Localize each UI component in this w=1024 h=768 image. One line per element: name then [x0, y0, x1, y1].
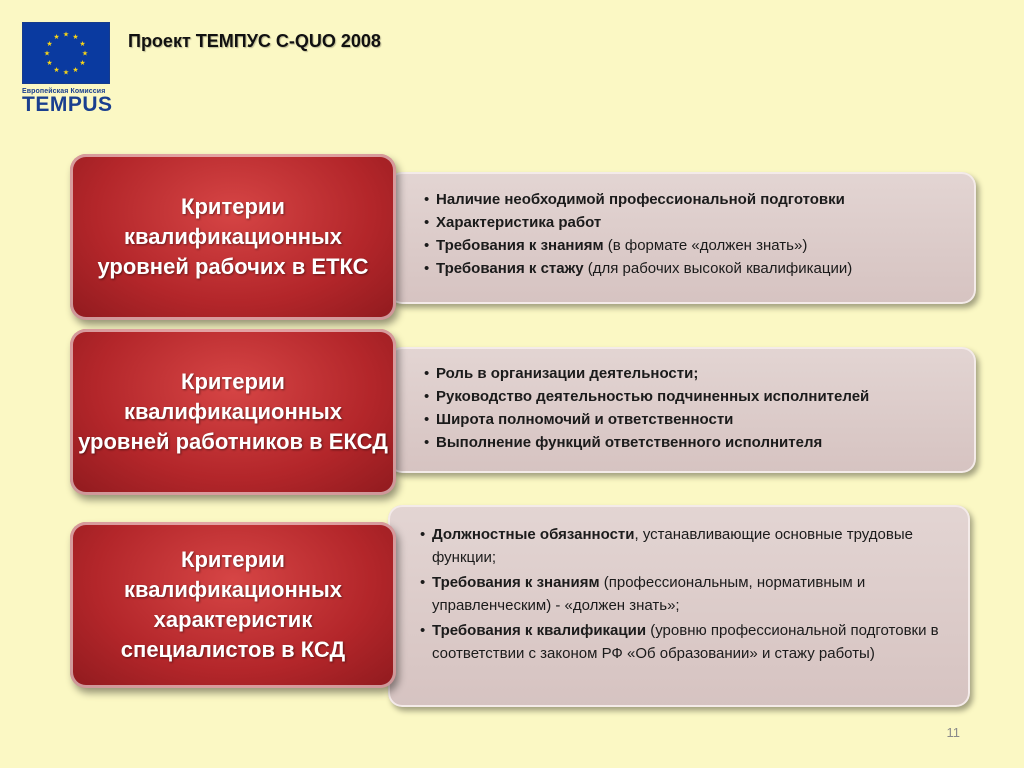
list-item: • Требования к стажу (для рабочих высокой квалификации): [424, 257, 964, 280]
list-item: • Требования к знаниям (профессиональным, нормативным и управленческим) - «должен знать»;: [420, 571, 950, 617]
logo-subtitle: Европейская Комиссия: [22, 88, 106, 95]
criteria-list-3: [420, 523, 950, 665]
flag-star-icon: ★: [46, 41, 53, 48]
flag-star-icon: ★: [62, 31, 70, 39]
tempus-logo: [22, 22, 113, 116]
criteria-list-2: [424, 362, 969, 454]
list-item: • Должностные обязанности, устанавливающие основные трудовые функции;: [420, 523, 950, 569]
list-item: • Характеристика работ: [424, 211, 964, 234]
criteria-title-2: Критерии квалификационных уровней работников в ЕКСД: [78, 369, 388, 454]
list-item: • Широта полномочий и ответственности: [424, 408, 969, 431]
eu-flag-icon: [22, 22, 110, 84]
flag-star-icon: ★: [53, 66, 60, 74]
list-item: • Руководство деятельностью подчиненных исполнителей: [424, 385, 969, 408]
list-item: • Наличие необходимой профессиональной подготовки: [424, 188, 964, 211]
flag-star-icon: ★: [79, 41, 86, 48]
list-item: • Требования к знаниям (в формате «должен знать»): [424, 234, 964, 257]
flag-star-icon: ★: [81, 50, 89, 58]
criteria-title-box-3: [70, 522, 396, 688]
list-item: • Требования к квалификации (уровню профессиональной подготовки в соответствии с законом РФ «Об образовании» и стажу работы): [420, 619, 950, 665]
flag-star-icon: ★: [79, 60, 86, 67]
flag-star-icon: ★: [62, 69, 70, 77]
criteria-title-3: Критерии квалификационных характеристик специалистов в КСД: [120, 547, 346, 662]
page-number: 11: [946, 725, 960, 740]
flag-star-icon: ★: [53, 34, 60, 42]
logo-wordmark: TEMPUS: [22, 93, 113, 116]
list-item: • Выполнение функций ответственного исполнителя: [424, 431, 969, 454]
flag-star-icon: ★: [72, 34, 79, 42]
list-item: • Роль в организации деятельности;: [424, 362, 969, 385]
page-title: Проект ТЕМПУС C-QUO 2008: [128, 31, 381, 51]
criteria-list-1: [424, 188, 964, 280]
flag-star-icon: ★: [43, 50, 51, 58]
criteria-title-box-1: [70, 154, 396, 320]
criteria-title-1: Критерии квалификационных уровней рабочих в ЕТКС: [97, 194, 369, 279]
criteria-title-box-2: [70, 329, 396, 495]
flag-star-icon: ★: [72, 66, 79, 74]
flag-star-icon: ★: [46, 60, 53, 67]
